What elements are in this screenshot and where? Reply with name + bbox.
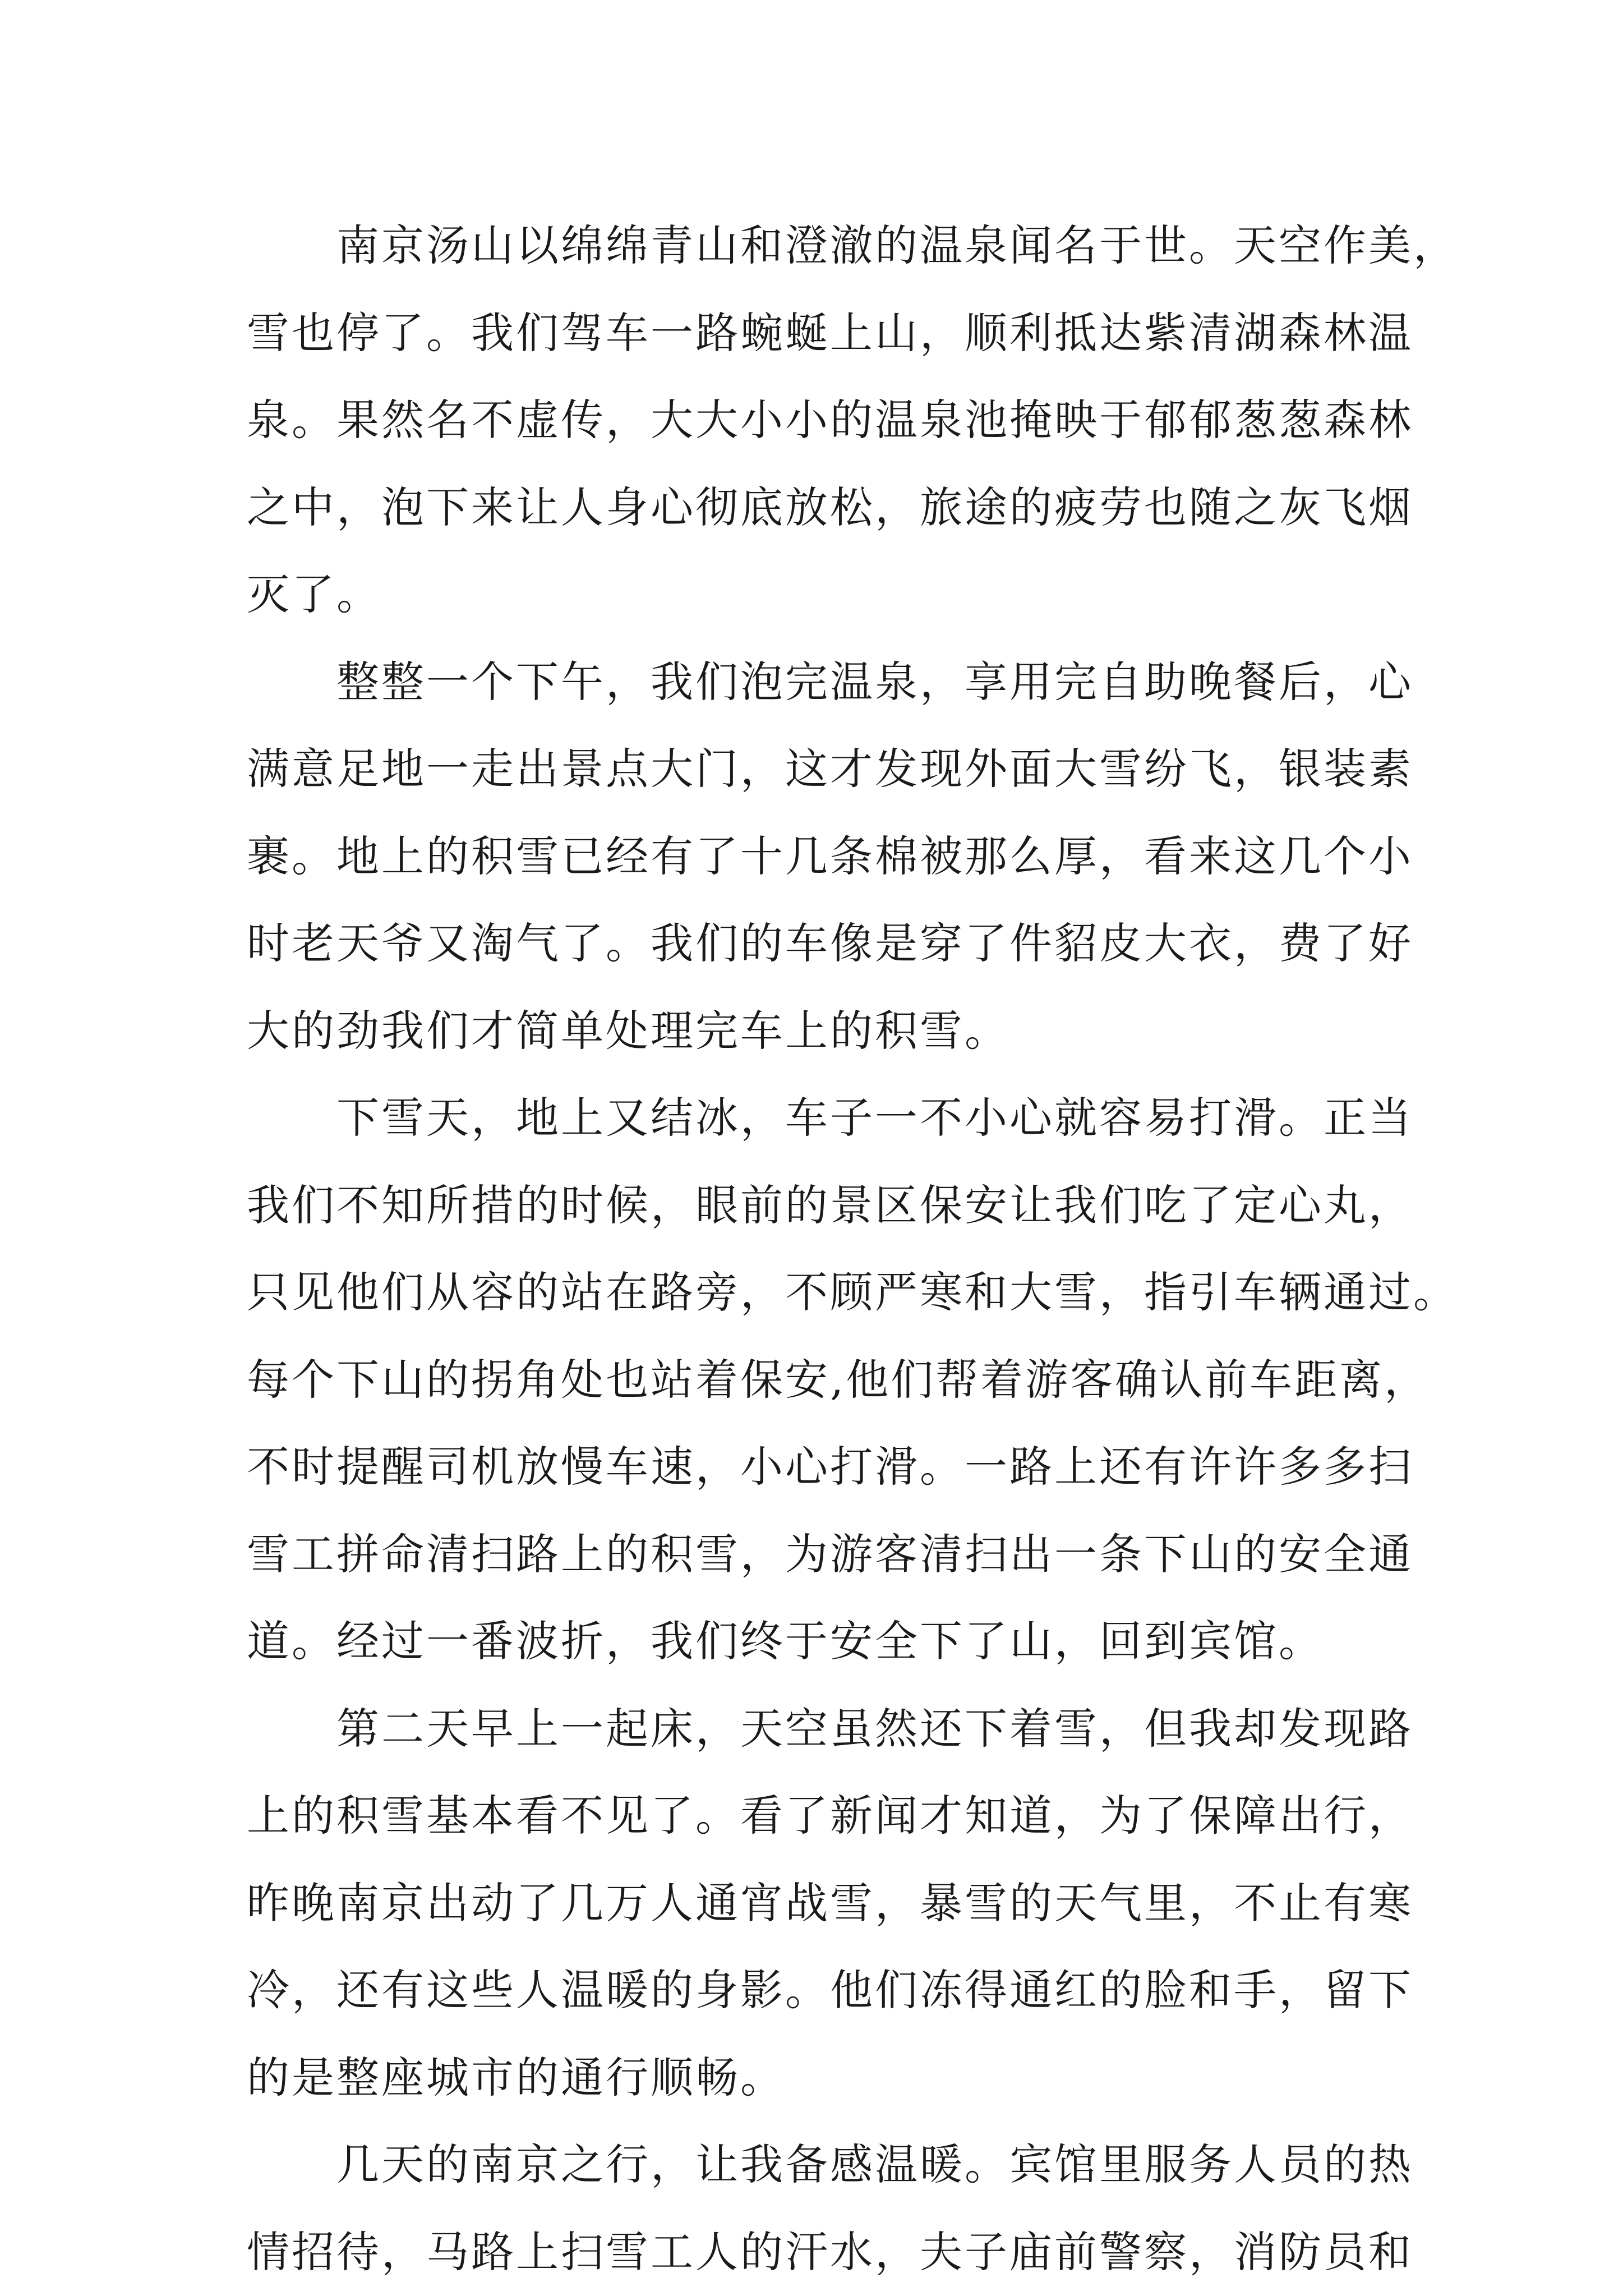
text-line: 情招待，马路上扫雪工人的汗水，夫子庙前警察，消防员和 — [247, 2226, 1413, 2277]
paragraph-2 — [247, 638, 1413, 1075]
text-line: 不时提醒司机放慢车速，小心打滑。一路上还有许许多多扫 — [247, 1442, 1413, 1492]
text-line: 裹。地上的积雪已经有了十几条棉被那么厚，看来这几个小 — [247, 831, 1413, 881]
text-line: 昨晚南京出动了几万人通宵战雪，暴雪的天气里，不止有寒 — [247, 1878, 1413, 1928]
text-line: 的是整座城市的通行顺畅。 — [247, 2052, 785, 2102]
text-line: 雪工拼命清扫路上的积雪，为游客清扫出一条下山的安全通 — [247, 1529, 1413, 1579]
text-line: 南京汤山以绵绵青山和澄澈的温泉闻名于世。天空作美， — [336, 220, 1458, 270]
paragraph-5 — [247, 2121, 1413, 2295]
text-line: 泉。果然名不虚传，大大小小的温泉池掩映于郁郁葱葱森林 — [247, 395, 1413, 445]
text-line: 灭了。 — [247, 569, 381, 619]
text-line: 上的积雪基本看不见了。看了新闻才知道，为了保障出行， — [247, 1791, 1413, 1841]
paragraph-1 — [247, 202, 1458, 638]
text-line: 下雪天，地上又结冰，车子一不小心就容易打滑。正当 — [336, 1093, 1413, 1143]
text-line: 满意足地一走出景点大门，这才发现外面大雪纷飞，银装素 — [247, 744, 1413, 794]
text-line: 时老天爷又淘气了。我们的车像是穿了件貂皮大衣，费了好 — [247, 918, 1413, 968]
text-line: 只见他们从容的站在路旁，不顾严寒和大雪，指引车辆通过。 — [247, 1267, 1458, 1317]
text-line: 每个下山的拐角处也站着保安,他们帮着游客确认前车距离， — [247, 1354, 1430, 1405]
text-line: 大的劲我们才简单处理完车上的积雪。 — [247, 1005, 1009, 1056]
text-line: 第二天早上一起床，天空虽然还下着雪，但我却发现路 — [336, 1703, 1413, 1754]
article-body — [247, 202, 1458, 2295]
paragraph-4 — [247, 1685, 1413, 2122]
paragraph-3 — [247, 1074, 1458, 1685]
text-line: 几天的南京之行，让我备感温暖。宾馆里服务人员的热 — [336, 2139, 1413, 2189]
text-line: 冷，还有这些人温暖的身影。他们冻得通红的脸和手，留下 — [247, 1965, 1413, 2015]
text-line: 之中，泡下来让人身心彻底放松，旅途的疲劳也随之灰飞烟 — [247, 482, 1413, 532]
text-line: 道。经过一番波折，我们终于安全下了山，回到宾馆。 — [247, 1616, 1324, 1666]
text-line: 整整一个下午，我们泡完温泉，享用完自助晚餐后，心 — [336, 656, 1413, 707]
text-line: 雪也停了。我们驾车一路蜿蜒上山，顺利抵达紫清湖森林温 — [247, 307, 1413, 358]
text-line: 我们不知所措的时候，眼前的景区保安让我们吃了定心丸， — [247, 1180, 1413, 1230]
